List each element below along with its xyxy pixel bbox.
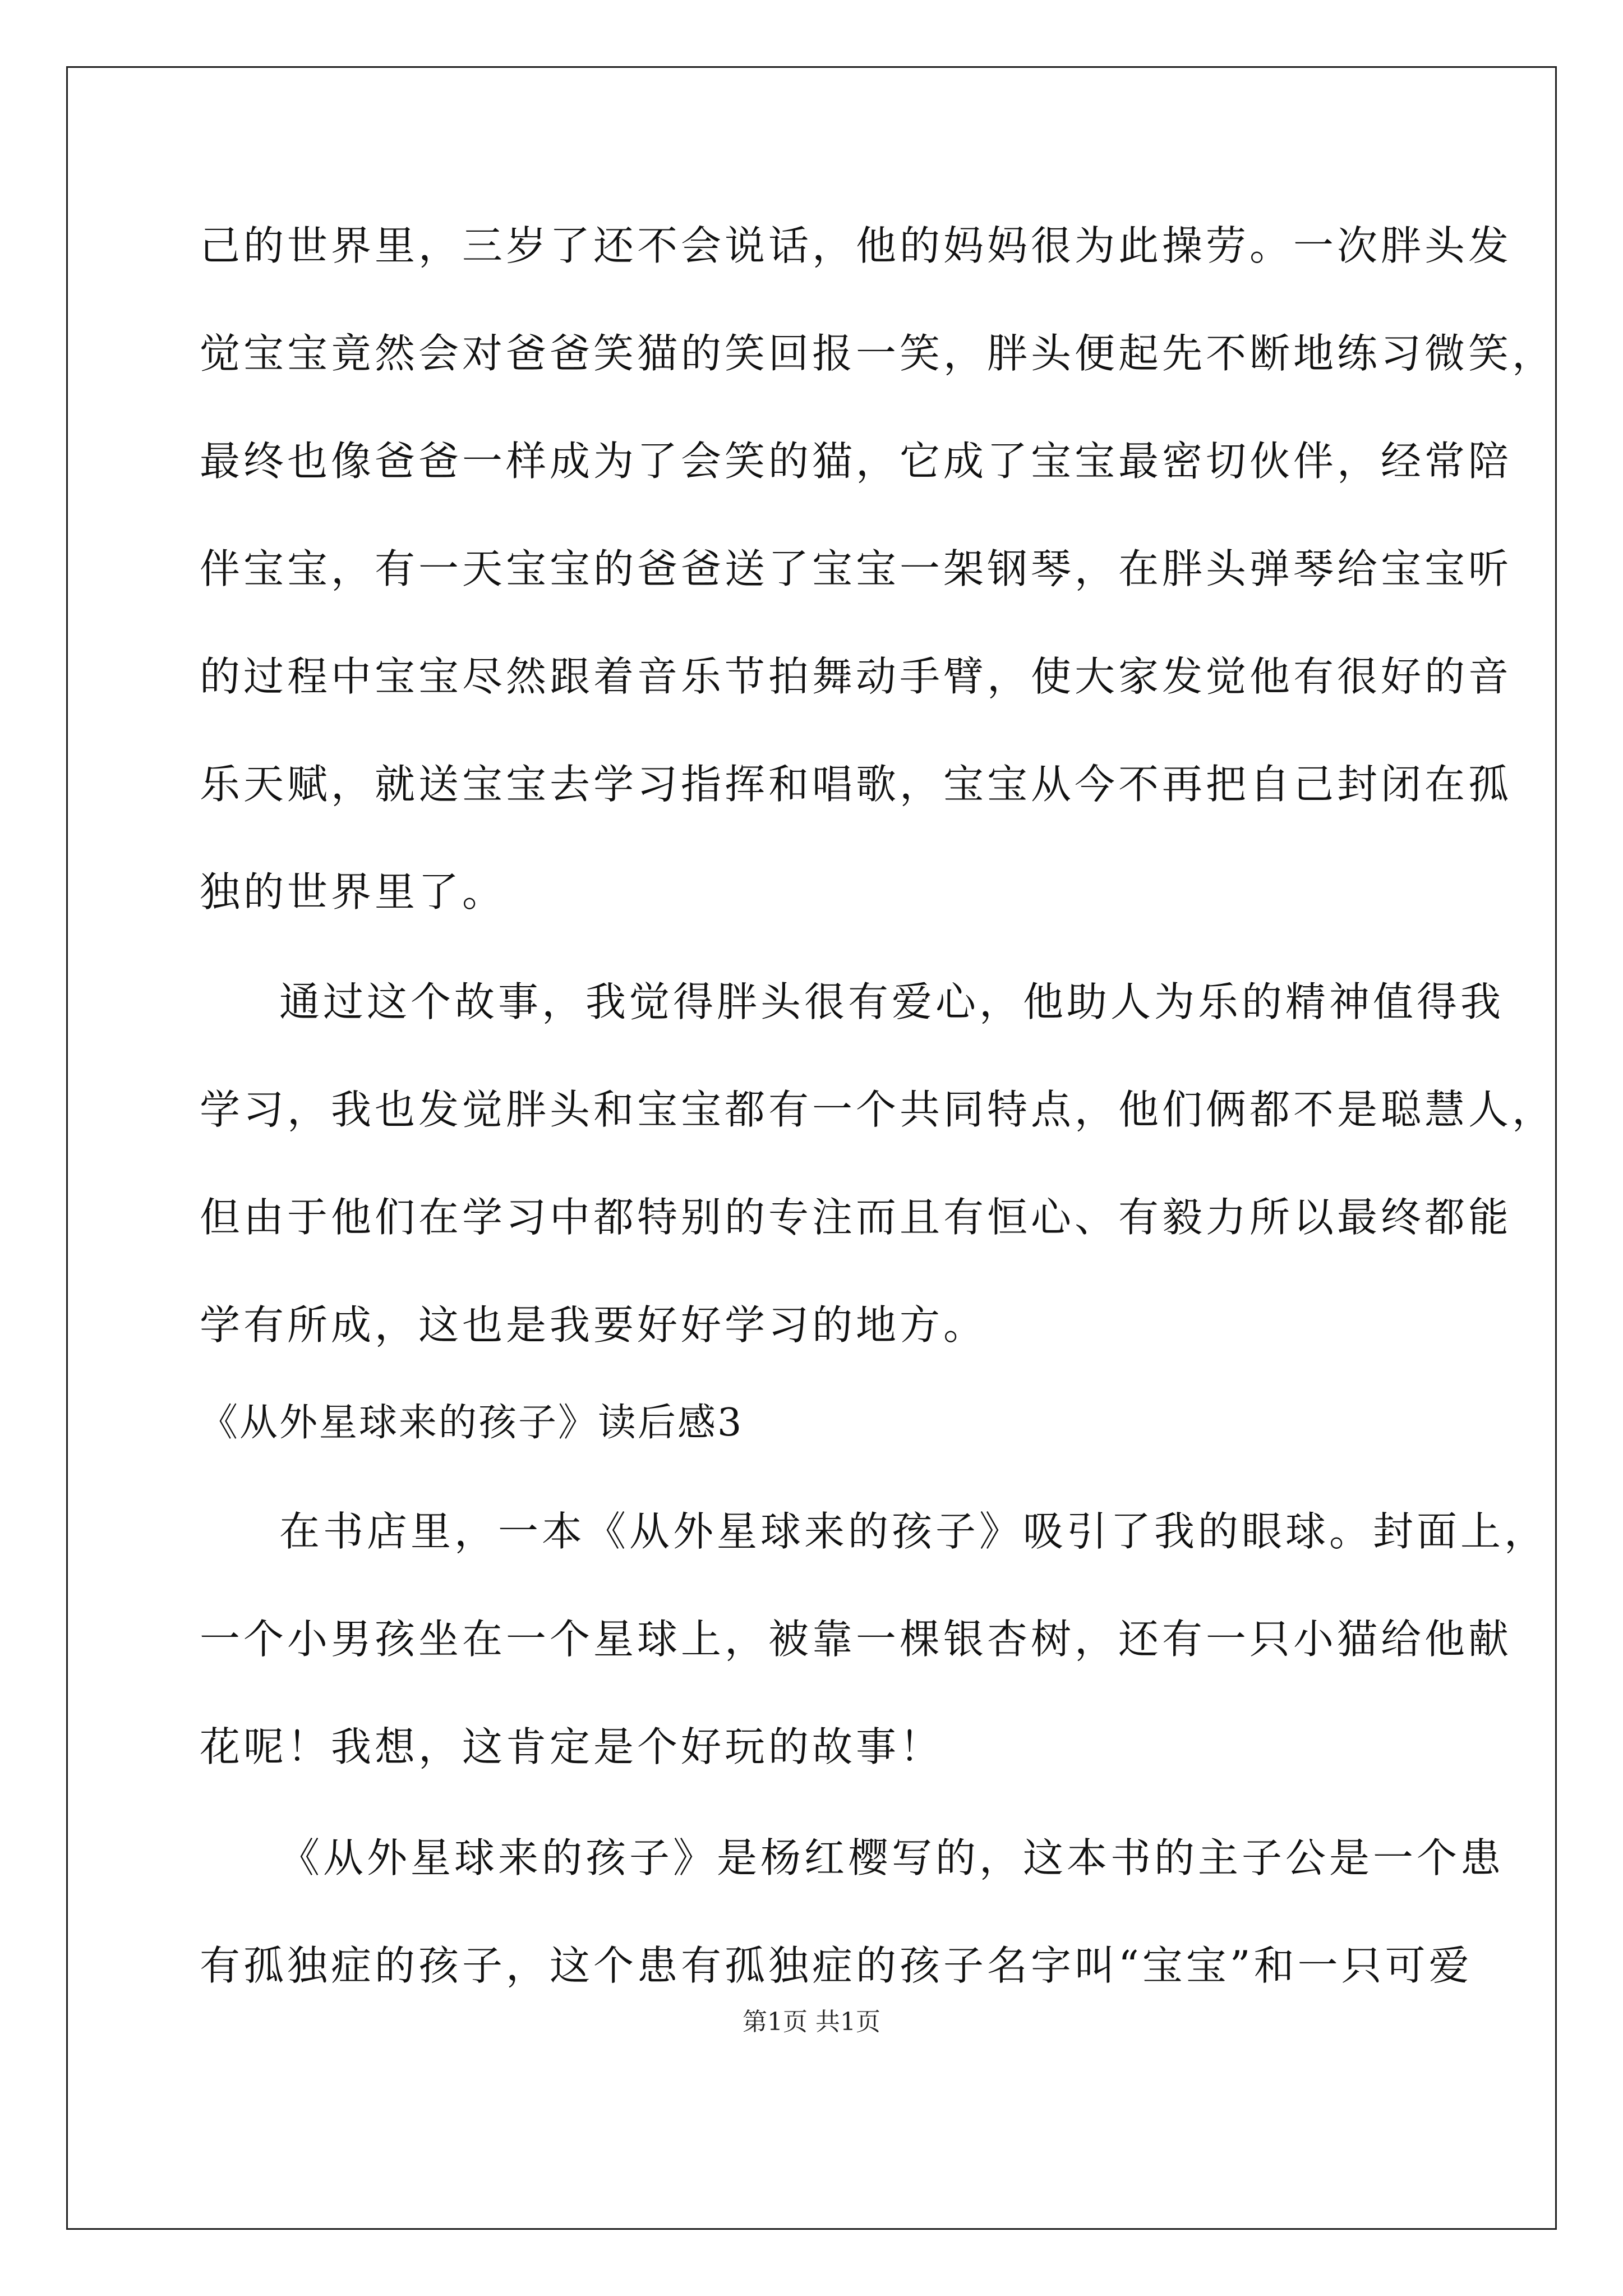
paragraph-first-line: 《从外星球来的孩子》是杨红樱写的，这本书的主子公是一个患 (279, 1834, 1505, 1881)
paragraph-first-line: 在书店里，一本《从外星球来的孩子》吸引了我的眼球。封面上， (279, 1508, 1548, 1555)
text-line: 学习，我也发觉胖头和宝宝都有一个共同特点，他们俩都不是聪慧人， (200, 1086, 1556, 1133)
text-line: 独的世界里了。 (200, 868, 506, 915)
text-line: 乐天赋，就送宝宝去学习指挥和唱歌，宝宝从今不再把自己封闭在孤 (200, 761, 1513, 808)
text-line: 学有所成，这也是我要好好学习的地方。 (200, 1301, 988, 1349)
section-heading: 《从外星球来的孩子》读后感3 (200, 1401, 744, 1445)
text-line: 伴宝宝，有一天宝宝的爸爸送了宝宝一架钢琴，在胖头弹琴给宝宝听 (200, 545, 1513, 592)
page-border (66, 66, 1557, 2230)
text-line: 己的世界里，三岁了还不会说话，他的妈妈很为此操劳。一次胖头发 (200, 222, 1513, 269)
text-line: 有孤独症的孩子，这个患有孤独症的孩子名字叫“宝宝”和一只可爱 (200, 1942, 1473, 1989)
page-footer: 第1页 共1页 (743, 2008, 880, 2036)
text-line: 觉宝宝竟然会对爸爸笑猫的笑回报一笑，胖头便起先不断地练习微笑， (200, 330, 1556, 377)
text-line: 一个小男孩坐在一个星球上，被靠一棵银杏树，还有一只小猫给他献 (200, 1616, 1513, 1663)
text-line: 花呢！我想，这肯定是个好玩的故事！ (200, 1723, 944, 1770)
text-line: 最终也像爸爸一样成为了会笑的猫，它成了宝宝最密切伙伴，经常陪 (200, 438, 1513, 485)
paragraph-first-line: 通过这个故事，我觉得胖头很有爱心，他助人为乐的精神值得我 (279, 978, 1505, 1025)
text-line: 但由于他们在学习中都特别的专注而且有恒心、有毅力所以最终都能 (200, 1194, 1513, 1241)
text-line: 的过程中宝宝尽然跟着音乐节拍舞动手臂，使大家发觉他有很好的音 (200, 653, 1513, 700)
